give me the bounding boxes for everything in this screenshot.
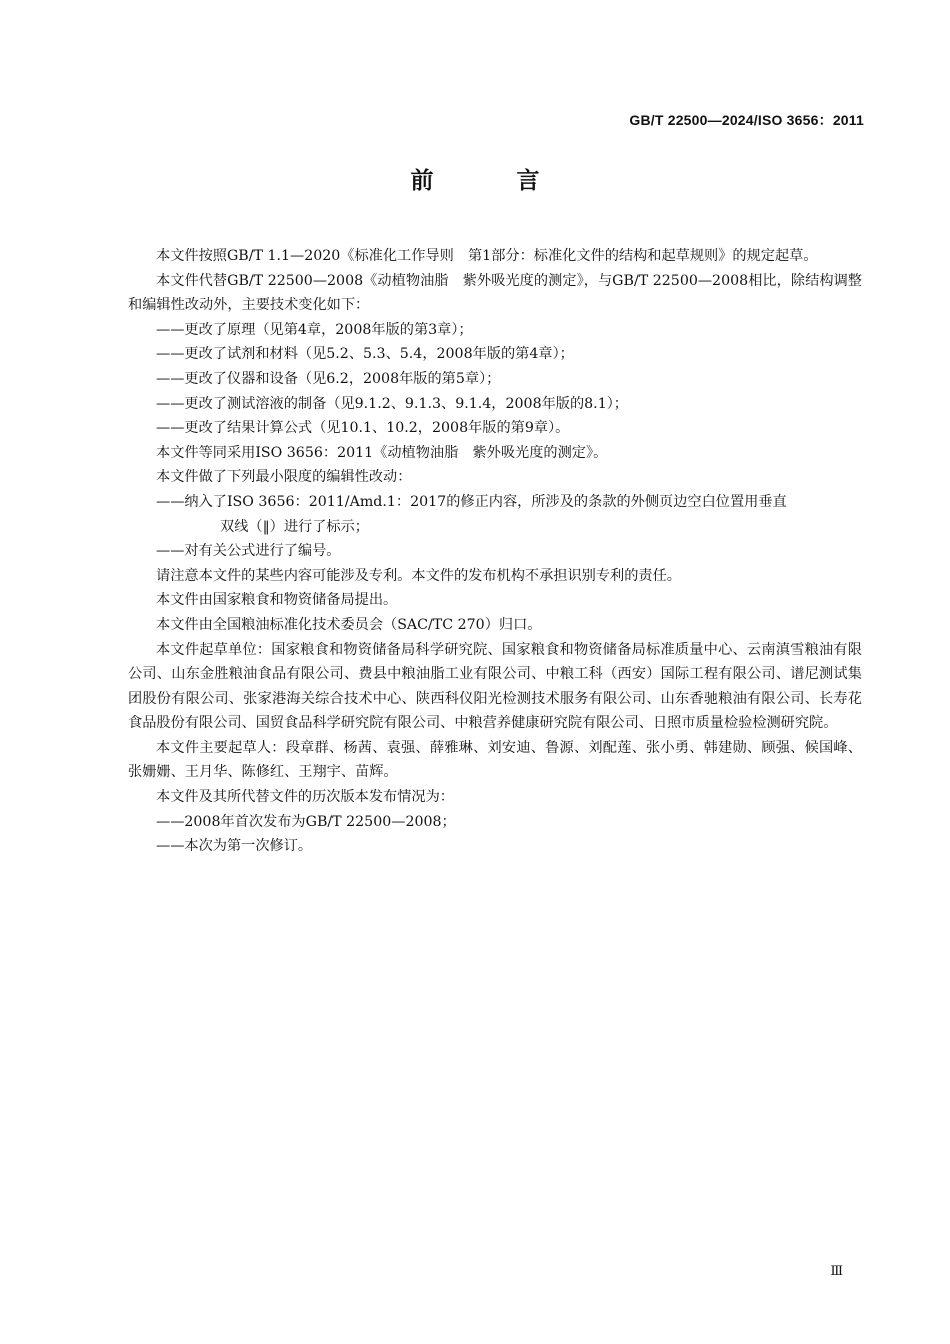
change-item: ——更改了仪器和设备（见6.2，2008年版的第5章）； xyxy=(156,370,501,387)
standard-code: GB/T 22500—2024/ISO 3656：2011 xyxy=(629,112,864,128)
change-item: ——更改了试剂和材料（见5.2、5.3、5.4，2008年版的第4章）； xyxy=(156,346,574,363)
paragraph-drafting-rules: 本文件按照GB/T 1.1—2020《标准化工作导则 第1部分：标准化文件的结构和起草规则》的规定起草。 xyxy=(156,248,818,264)
editorial-item-line1: ——纳入了ISO 3656：2011/Amd.1：2017的修正内容，所涉及的条款的外侧页边空白位置用垂直 xyxy=(156,493,787,510)
paragraph-history: 本文件及其所代替文件的历次版本发布情况为： xyxy=(156,789,454,806)
editorial-item xyxy=(128,490,862,539)
paragraph-committee: 本文件由全国粮油标准化技术委员会（SAC/TC 270）归口。 xyxy=(156,616,542,633)
paragraph-proposer: 本文件由国家粮食和物资储备局提出。 xyxy=(156,592,398,609)
paragraph-iso-adoption: 本文件等同采用ISO 3656：2011《动植物油脂 紫外吸光度的测定》。 xyxy=(156,444,608,461)
paragraph-drafters: 本文件主要起草人：段章群、杨茜、袁强、薛雅琳、刘安迪、鲁源、刘配莲、张小勇、韩建勋、顾强、候国峰、张姗姗、王月华、陈修红、王翔宇、苗辉。 xyxy=(128,739,862,781)
history-item: ——本次为第一次修订。 xyxy=(156,838,313,855)
page-title: 前 言 xyxy=(410,168,570,194)
editorial-item: ——对有关公式进行了编号。 xyxy=(156,543,341,560)
page-number: Ⅲ xyxy=(830,1264,843,1279)
editorial-item-line2: 双线（‖）进行了标示； xyxy=(220,518,369,535)
paragraph-patent-notice: 请注意本文件的某些内容可能涉及专利。本文件的发布机构不承担识别专利的责任。 xyxy=(156,567,681,584)
paragraph-replacement: 本文件代替GB/T 22500—2008《动植物油脂 紫外吸光度的测定》，与GB/T 22500—2008相比，除结构调整和编辑性改动外，主要技术变化如下： xyxy=(128,272,862,314)
paragraph-editorial-changes: 本文件做了下列最小限度的编辑性改动： xyxy=(156,469,412,486)
change-item: ——更改了测试溶液的制备（见9.1.2、9.1.3、9.1.4，2008年版的8.1）； xyxy=(156,395,628,412)
history-item: ——2008年首次发布为GB/T 22500—2008； xyxy=(156,813,456,830)
document-body xyxy=(128,244,862,859)
change-item: ——更改了结果计算公式（见10.1、10.2，2008年版的第9章）。 xyxy=(156,420,570,437)
change-item: ——更改了原理（见第4章，2008年版的第3章）； xyxy=(156,321,473,338)
paragraph-drafting-units: 本文件起草单位：国家粮食和物资储备局科学研究院、国家粮食和物资储备局标准质量中心、云南滇雪粮油有限公司、山东金胜粮油食品有限公司、费县中粮油脂工业有限公司、中粮工科（西安）国际工程有限公司、谱尼测试集团股份有限公司、张家港海关综合技术中心、陕西科仪阳光检测技术服务有限公司、山东香驰粮油有限公司、长寿花食品股份有限公司、国贸食品科学研究院有限公司、中粮营养健康研究院有限公司、日照市质量检验检测研究院。 xyxy=(128,641,862,732)
